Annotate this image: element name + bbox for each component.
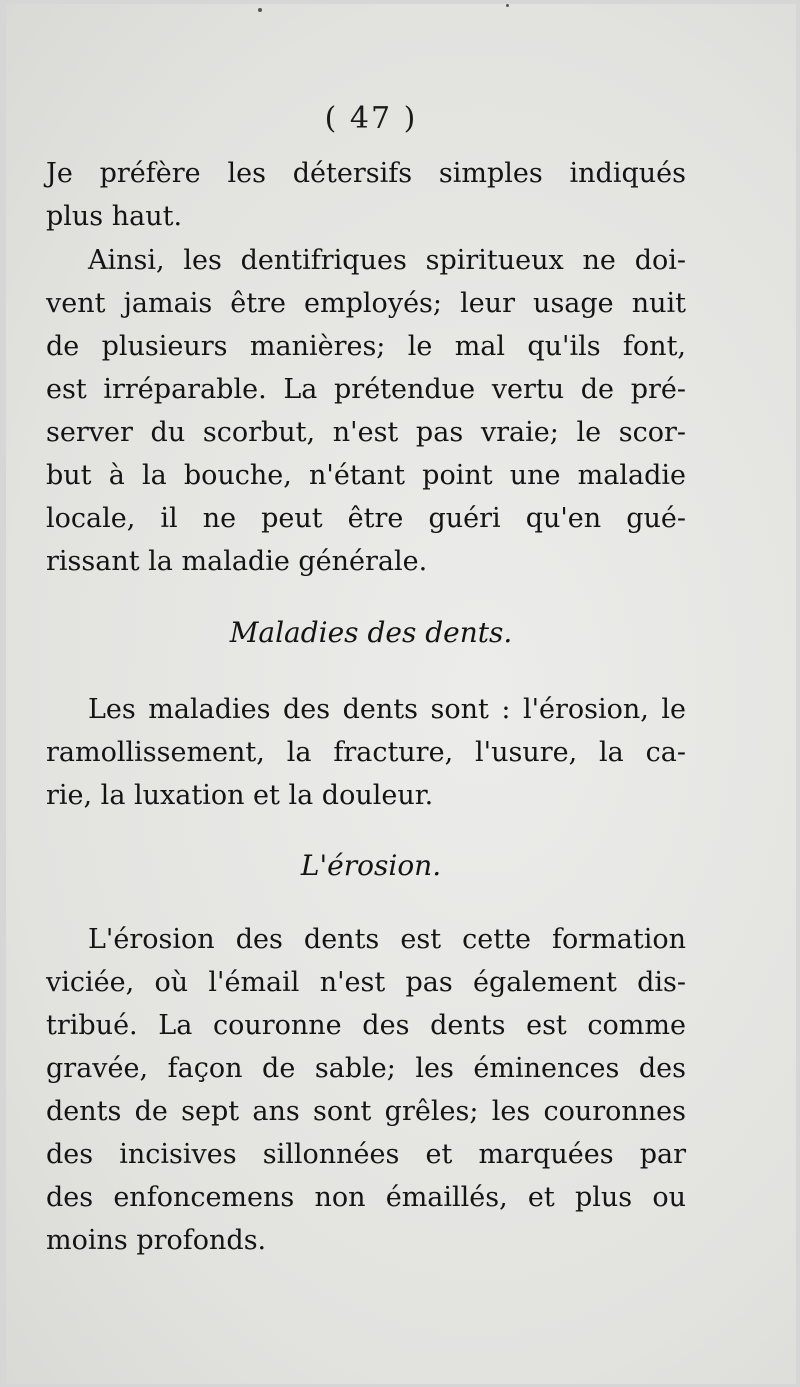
text-line: vent jamais être employés; leur usage nuit — [46, 288, 686, 319]
text-line: Je préfère les détersifs simples indiqués — [46, 158, 686, 189]
text-line: ramollissement, la fracture, l'usure, la ca- — [46, 737, 686, 768]
text-line: L'érosion des dents est cette formation — [88, 924, 686, 955]
text-line: gravée, façon de sable; les éminences des — [46, 1053, 686, 1084]
text-line: but à la bouche, n'étant point une maladie — [46, 460, 686, 491]
book-page — [6, 4, 796, 1384]
paragraph-2 — [46, 239, 686, 583]
text-line: server du scorbut, n'est pas vraie; le scor- — [46, 417, 686, 448]
text-line: moins profonds. — [46, 1225, 267, 1256]
text-line: plus haut. — [46, 201, 183, 232]
text-line: des enfoncemens non émaillés, et plus ou — [46, 1182, 686, 1213]
section-heading-maladies: Maladies des dents. — [229, 616, 513, 649]
paragraph-4 — [46, 918, 686, 1262]
text-line: rie, la luxation et la douleur. — [46, 780, 434, 811]
text-line: Les maladies des dents sont : l'érosion, le — [88, 694, 686, 725]
paragraph-3 — [46, 688, 686, 817]
text-line: rissant la maladie générale. — [46, 546, 428, 577]
text-line: des incisives sillonnées et marquées par — [46, 1139, 686, 1170]
text-line: locale, il ne peut être guéri qu'en gué- — [46, 503, 686, 534]
paragraph-1 — [46, 152, 686, 238]
text-line: tribué. La couronne des dents est comme — [46, 1010, 686, 1041]
text-line: Ainsi, les dentifriques spiritueux ne doi- — [88, 245, 686, 276]
text-line: dents de sept ans sont grêles; les couronnes — [46, 1096, 686, 1127]
text-line: est irréparable. La prétendue vertu de pré- — [46, 374, 686, 405]
text-line: viciée, où l'émail n'est pas également dis- — [46, 967, 686, 998]
section-heading-erosion: L'érosion. — [300, 849, 442, 882]
page-number: ( 47 ) — [324, 101, 418, 136]
text-line: de plusieurs manières; le mal qu'ils font, — [46, 331, 686, 362]
